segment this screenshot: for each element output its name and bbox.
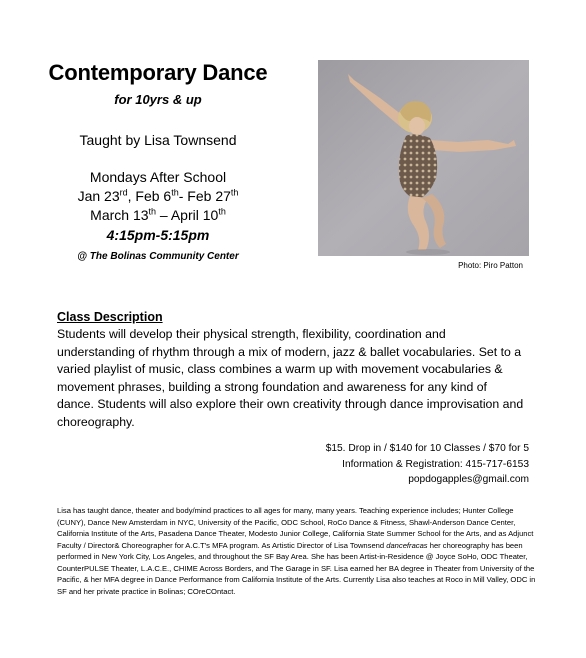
date-text: - Feb 27: [178, 188, 231, 204]
price-line: $15. Drop in / $140 for 10 Classes / $70 for 5: [325, 443, 529, 454]
description-body: Students will develop their physical strength, flexibility, coordination and understanding of rhythm through a mix of modern, jazz & ballet vocabularies. Set to a varied playlist of music, class combines a warm up with movement vocabularies & movement phrases, building a strong foundation and awareness for any kind of dance. Students will also explore their own creativity through dance improvisation and choreography.: [57, 327, 524, 429]
date-suffix: th: [148, 206, 157, 217]
date-text: , Feb 6: [127, 188, 172, 204]
company-name: dancefracas: [386, 540, 428, 550]
schedule-dates-2: [40, 206, 276, 225]
date-suffix: th: [218, 206, 226, 217]
class-time: 4:15pm-5:15pm: [106, 227, 210, 243]
bio-text: Lisa has taught dance, theater and body/mind practices to all ages for many, many years. Teaching experience includes; Hunter College (CUNY), Dance New Amsterdam in NYC, University of the Pacific, ODC School, RoCo Dance & Fitness, Shawl-Anderson Dance Center, California Institute of the Arts, Pasadena Dance Theater, Modesto Junior College, California State Summer School for the Arts, and as Adjunct Faculty / Director& Choreographer for A.C.T's MFA program. As Artistic Director of Lisa Townsend: [57, 506, 534, 550]
class-location: @ The Bolinas Community Center: [77, 251, 239, 262]
date-text: March 13: [90, 207, 149, 223]
bio-text: her choreography has been performed in New York City, Los Angeles, and throughout the SF Bay Area. She has been Artist-in-Residence @ Joyce SoHo, ODC Theater, CounterPULSE Theater, L.A.C.E., CHIME Across Borders, and The Garage in SF. Lisa earned her BA degree in Theater from University of the Pacific, & her MFA degree in Dance Performance from California Institute of the Arts. Currently Lisa also teaches at Roco in Mill Valley, ODC in SF and her private practice in Bolinas; COreCOntact.: [57, 540, 536, 596]
date-suffix: th: [230, 187, 239, 198]
date-suffix: rd: [119, 187, 128, 198]
flyer-title: Contemporary Dance: [48, 60, 268, 85]
date-text: – April 10: [156, 207, 219, 223]
registration-phone: Information & Registration: 415-717-6153: [342, 458, 529, 470]
teacher-line: Taught by Lisa Townsend: [79, 132, 237, 148]
description-heading: Class Description: [57, 310, 163, 324]
schedule-dates-1: [40, 187, 276, 206]
schedule-block: [40, 168, 276, 225]
schedule-day: Mondays After School: [89, 169, 227, 185]
photo-credit: Photo: Piro Patton: [458, 261, 523, 270]
date-text: Jan 23: [77, 188, 120, 204]
date-suffix: th: [171, 187, 179, 198]
registration-email: popdogapples@gmail.com: [408, 474, 529, 485]
dancer-photo: [318, 60, 529, 256]
pricing-block: [326, 441, 529, 488]
age-subtitle: for 10yrs & up: [114, 92, 202, 107]
instructor-bio: [57, 505, 541, 597]
